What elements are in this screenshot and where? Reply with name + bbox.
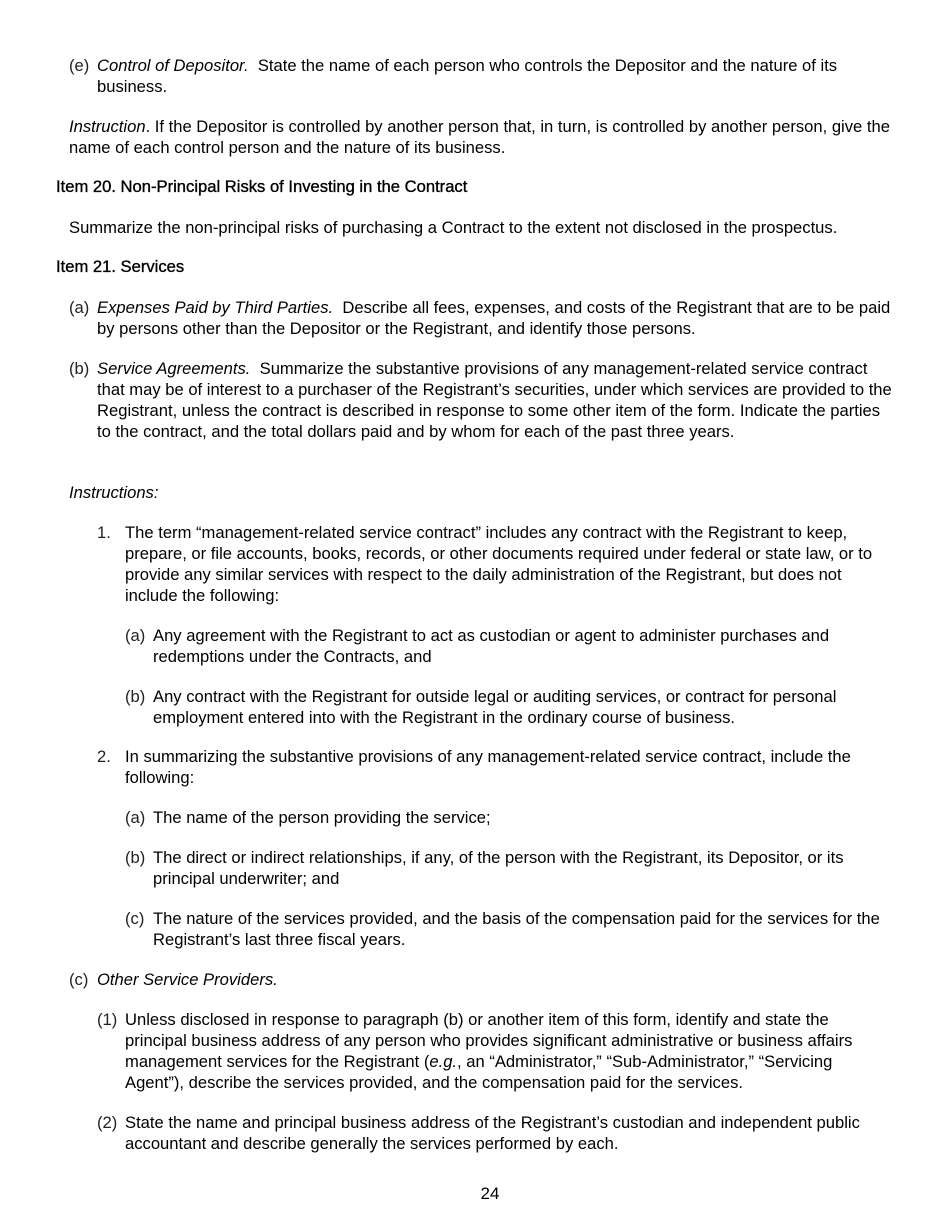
instruction-2 (97, 746, 887, 788)
instruction-text: . If the Depositor is controlled by another person that, in turn, is controlled by another person, give the name of each control person and the nature of its business. (69, 117, 890, 157)
item21-c-1-text-b: , an “Administrator,” “Sub-Administrator,” “Servicing Agent”), describe the services provided, and the compensation paid for the services. (125, 1052, 833, 1092)
item21-c-1-text-a: Unless disclosed in response to paragraph (b) or another item of this form, identify and state the principal business address of any person who provides significant administrative or business affairs management services for the Registrant ( (125, 1010, 853, 1071)
item19-e-text: State the name of each person who controls the Depositor and the nature of its business. (97, 56, 838, 96)
page-number: 24 (480, 1184, 500, 1203)
instruction-2-a-text: The name of the person providing the service; (153, 808, 491, 827)
instruction-1-marker: 1. (97, 523, 111, 542)
instruction-1-b-text: Any contract with the Registrant for outside legal or auditing services, or contract for personal employment entered into with the Registrant in the ordinary course of business. (153, 687, 837, 727)
item21-a-paragraph (69, 297, 895, 339)
instruction-1-a-text: Any agreement with the Registrant to act as custodian or agent to administer purchases and redemptions under the Contracts, and (153, 626, 830, 666)
item21-c-marker: (c) (69, 970, 89, 989)
instruction-1-b-marker: (b) (125, 687, 146, 706)
item21-a-text: Describe all fees, expenses, and costs of the Registrant that are to be paid by persons other than the Depositor or the Registrant, and identify those persons. (97, 298, 891, 338)
instruction-2-c-text: The nature of the services provided, and the basis of the compensation paid for the services for the Registrant’s last three fiscal years. (153, 909, 880, 949)
item21-c-2-marker: (2) (97, 1113, 118, 1132)
instruction-label: Instruction (69, 117, 146, 136)
instruction-2-a-marker: (a) (125, 808, 146, 827)
item21-c-2-text: State the name and principal business address of the Registrant’s custodian and independent public accountant and describe generally the services performed by each. (125, 1113, 860, 1153)
item21-a-marker: (a) (69, 298, 90, 317)
instruction-2-a (125, 807, 885, 828)
item21-c-paragraph (69, 969, 895, 990)
instruction-2-b (125, 847, 885, 889)
instruction-2-text: In summarizing the substantive provisions of any management-related service contract, include the following: (125, 747, 851, 787)
item19-e-title: Control of Depositor. (97, 56, 249, 75)
item21-b-paragraph (69, 358, 895, 442)
item20-heading: Item 20. Non-Principal Risks of Investing in the Contract (56, 177, 468, 196)
instruction-1-text: The term “management-related service contract” includes any contract with the Registrant to keep, prepare, or file accounts, books, records, or other documents required under federal or state law, or to provide any similar services with respect to the daily administration of the Registrant, but does not include the following: (125, 523, 873, 605)
item19-e-marker: (e) (69, 56, 90, 75)
instruction-1-a (125, 625, 885, 667)
item21-c-1-marker: (1) (97, 1010, 118, 1029)
instruction-2-b-marker: (b) (125, 848, 146, 867)
item21-a-title: Expenses Paid by Third Parties. (97, 298, 334, 317)
instruction-1-b (125, 686, 890, 728)
item21-c-1 (97, 1009, 887, 1093)
item21-c-1-eg: e.g. (429, 1052, 458, 1071)
item19-e-paragraph (69, 55, 895, 97)
instruction-1-a-marker: (a) (125, 626, 146, 645)
item21-b-marker: (b) (69, 359, 90, 378)
instruction-1 (97, 522, 887, 606)
instructions-label: Instructions: (69, 483, 159, 502)
instruction-2-b-text: The direct or indirect relationships, if any, of the person with the Registrant, its Depositor, or its principal underwriter; and (153, 848, 844, 888)
item21-b-text: Summarize the substantive provisions of any management-related service contract that may be of interest to a purchaser of the Registrant’s securities, under which services are provided to the Registrant, unless the contract is described in response to some other item of the form. Indicate the parties to the contract, and the total dollars paid and by whom for each of the past three years. (97, 359, 892, 441)
instruction-2-marker: 2. (97, 747, 111, 766)
instruction-2-c-marker: (c) (125, 909, 145, 928)
item20-text: Summarize the non-principal risks of purchasing a Contract to the extent not disclosed in the prospectus. (69, 218, 838, 237)
item21-b-title: Service Agreements. (97, 359, 251, 378)
item21-heading: Item 21. Services (56, 257, 185, 276)
instruction-2-c (125, 908, 890, 950)
item21-c-2 (97, 1112, 887, 1154)
item21-c-title: Other Service Providers. (97, 970, 278, 989)
item19-instruction (69, 116, 895, 158)
